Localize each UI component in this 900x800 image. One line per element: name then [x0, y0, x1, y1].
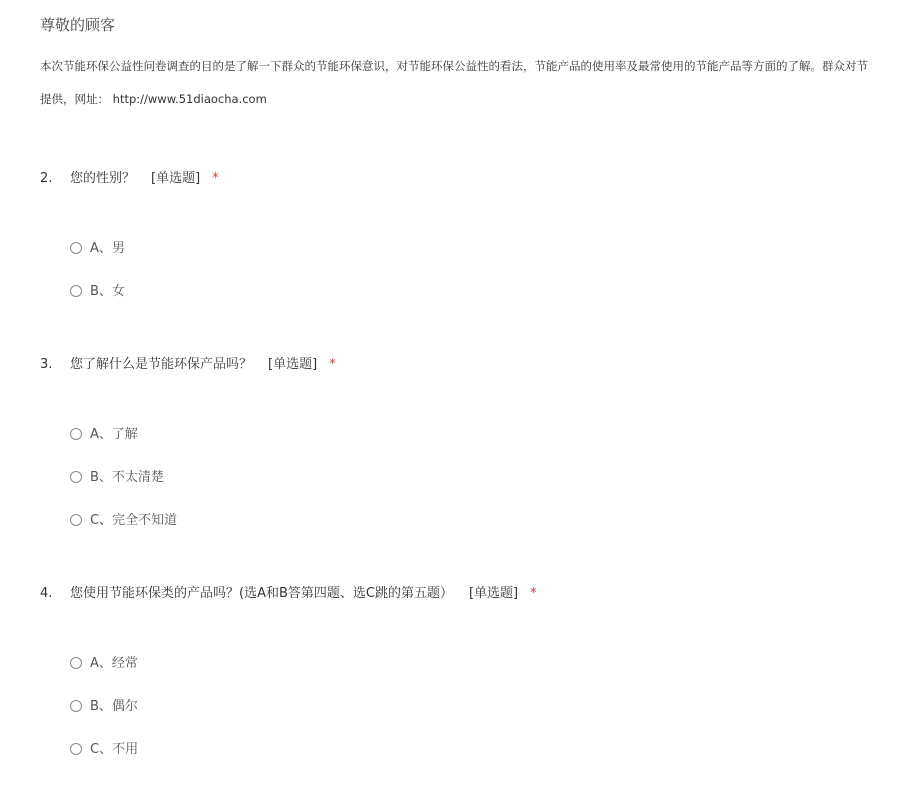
question-text: 您的性别？: [70, 171, 136, 186]
radio-button-icon[interactable]: [70, 428, 82, 440]
option-a[interactable]: [70, 425, 138, 445]
option-b[interactable]: [70, 468, 164, 488]
option-label: B、偶尔: [90, 699, 138, 714]
question-type-label: [单选题]: [151, 171, 201, 186]
intro-text-line-2: 提供，网址： http://www.51diaocha.com: [40, 92, 267, 106]
option-label: A、经常: [90, 656, 138, 671]
question-text: 您了解什么是节能环保产品吗？: [70, 357, 253, 372]
question-number: 3.: [40, 357, 53, 372]
option-label: B、女: [90, 284, 125, 299]
radio-button-icon[interactable]: [70, 242, 82, 254]
radio-button-icon[interactable]: [70, 471, 82, 483]
radio-button-icon[interactable]: [70, 657, 82, 669]
radio-button-icon[interactable]: [70, 514, 82, 526]
option-b[interactable]: [70, 697, 138, 717]
question-text: 您使用节能环保类的产品吗？(选A和B答第四题、选C跳的第五题）: [70, 586, 453, 601]
option-label: B、不太清楚: [90, 470, 164, 485]
option-label: A、了解: [90, 427, 138, 442]
radio-button-icon[interactable]: [70, 743, 82, 755]
greeting-heading: 尊敬的顾客: [40, 16, 116, 34]
question-number: 2.: [40, 171, 53, 186]
option-b[interactable]: [70, 282, 125, 302]
option-a[interactable]: [70, 239, 125, 259]
option-c[interactable]: [70, 511, 177, 531]
required-marker: *: [329, 357, 336, 372]
question-number: 4.: [40, 586, 53, 601]
question-type-label: [单选题]: [468, 586, 519, 601]
question-title: [40, 355, 336, 375]
option-label: A、男: [90, 241, 125, 256]
option-c[interactable]: [70, 740, 138, 760]
question-type-label: [单选题]: [268, 357, 318, 372]
radio-button-icon[interactable]: [70, 285, 82, 297]
question-title: [40, 169, 219, 189]
required-marker: *: [530, 586, 537, 601]
required-marker: *: [212, 171, 219, 186]
option-label: C、不用: [90, 742, 139, 757]
intro-text-line-1: 本次节能环保公益性问卷调查的目的是了解一下群众的节能环保意识，对节能环保公益性的看法，节能产品的使用率及最常使用的节能产品等方面的了解。群众对节: [40, 59, 868, 73]
question-title: [40, 584, 537, 604]
option-a[interactable]: [70, 654, 138, 674]
option-label: C、完全不知道: [90, 513, 178, 528]
radio-button-icon[interactable]: [70, 700, 82, 712]
